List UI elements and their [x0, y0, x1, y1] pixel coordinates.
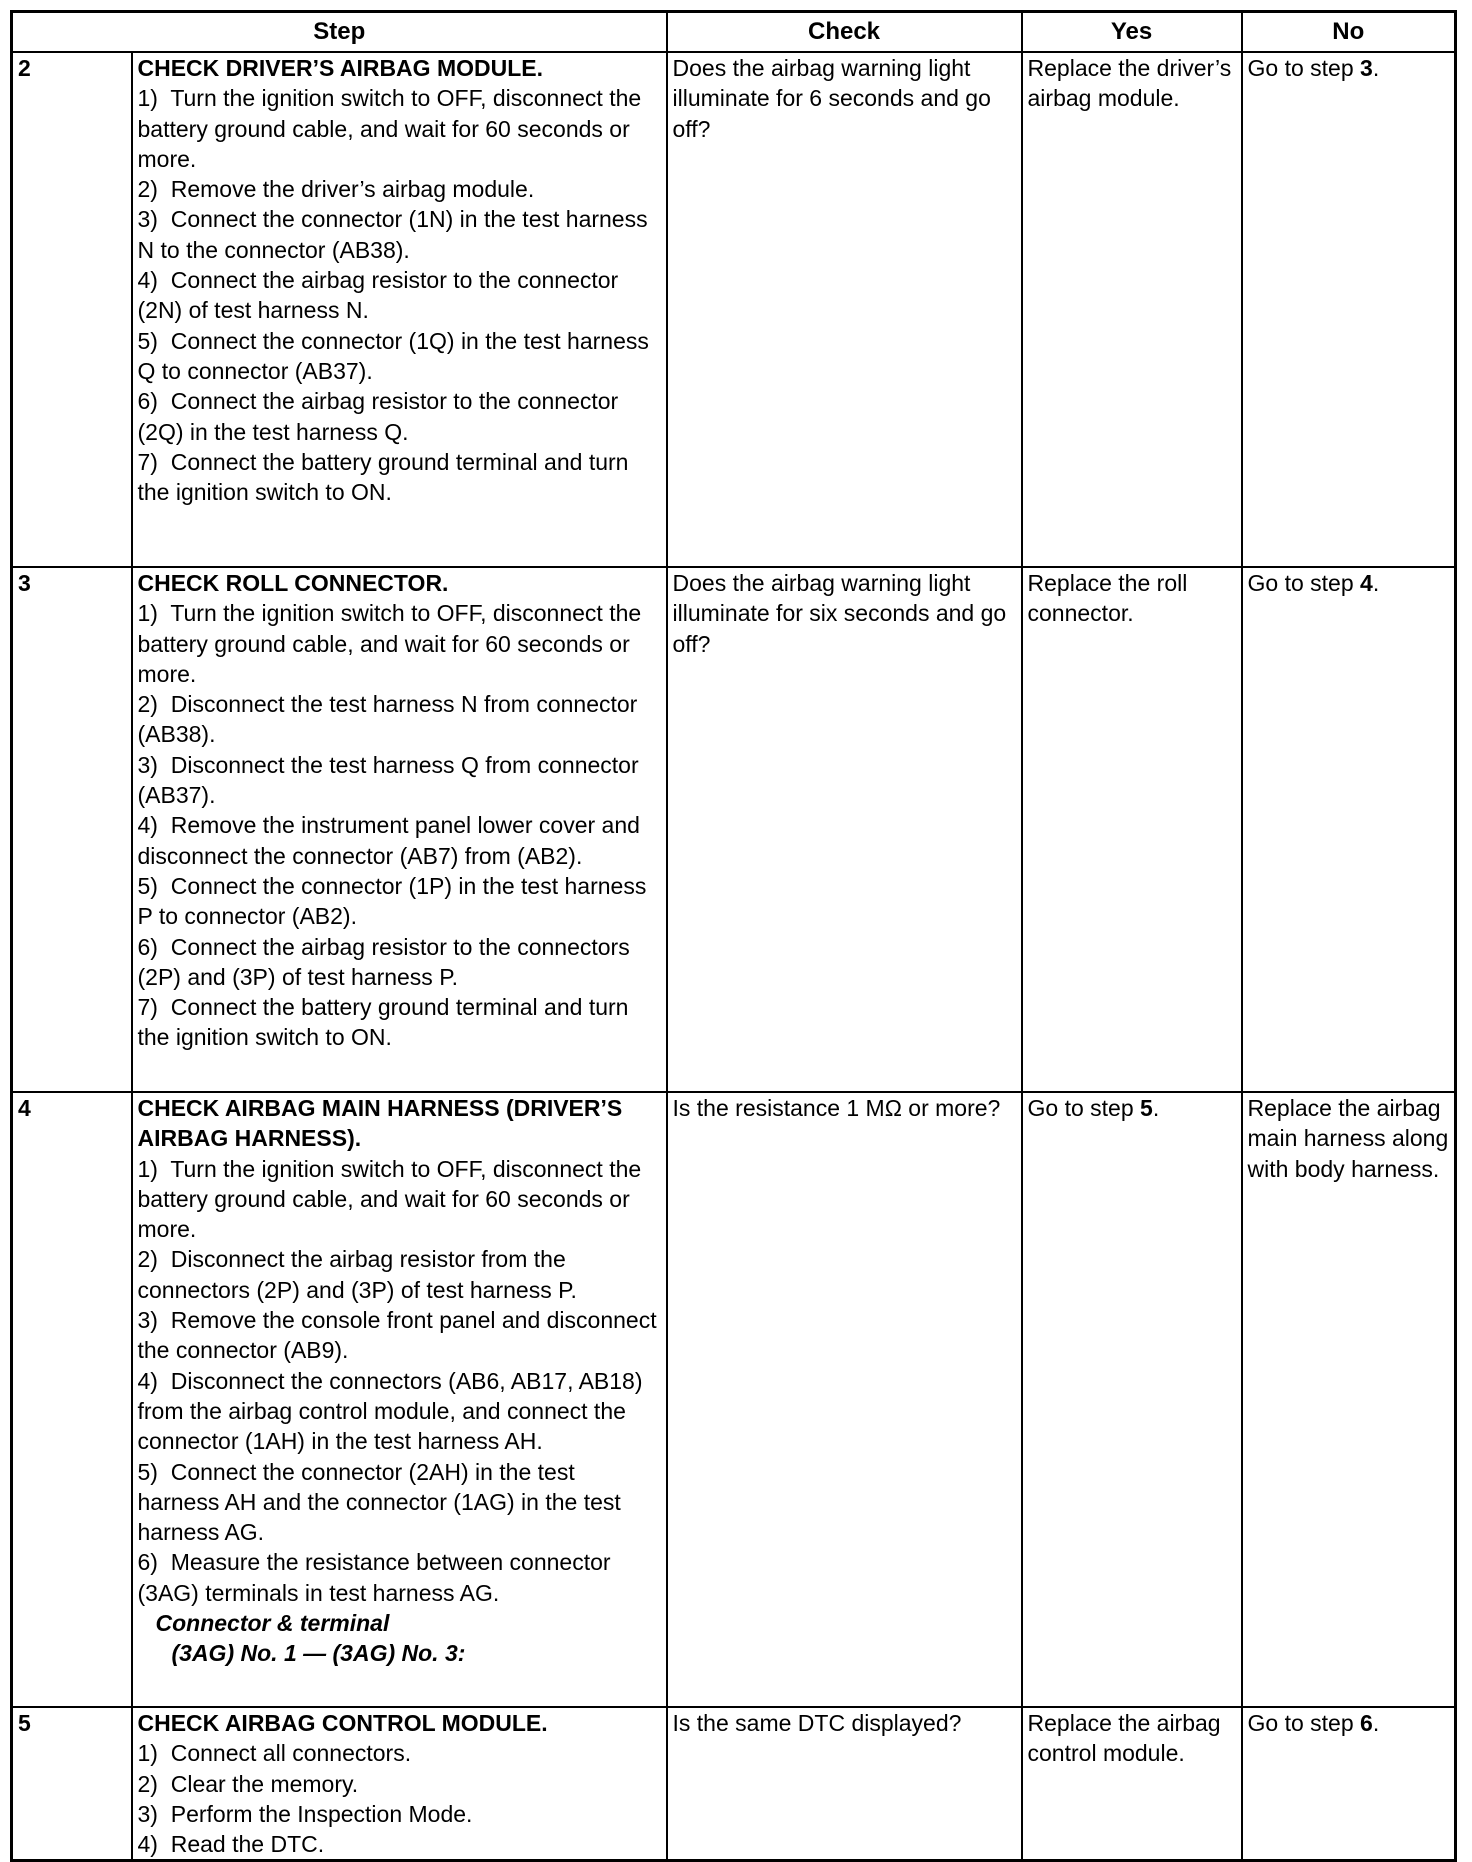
check-question: Does the airbag warning light illuminate for six seconds and go off? — [667, 567, 1022, 1092]
yes-action — [1022, 1092, 1242, 1707]
step-instruction: 1) Turn the ignition switch to OFF, disconnect the battery ground cable, and wait for 60 seconds or more. — [137, 85, 648, 172]
no-action-suffix: . — [1372, 1710, 1380, 1736]
header-yes: Yes — [1022, 12, 1242, 53]
step-description — [132, 567, 667, 1092]
step-number: 4 — [12, 1092, 132, 1707]
step-instruction: 4) Connect the airbag resistor to the connector (2N) of test harness N. — [137, 267, 625, 324]
step-number: 3 — [12, 567, 132, 1092]
step-description — [132, 1707, 667, 1861]
table-row — [12, 52, 1456, 567]
yes-action-text: Go to step — [1027, 1095, 1141, 1121]
table-row — [12, 1092, 1456, 1707]
step-instruction: 4) Disconnect the connectors (AB6, AB17, AB18) from the airbag control module, and connect the connector (1AH) in the test harness AH. — [137, 1367, 649, 1455]
table-row — [12, 1707, 1456, 1861]
header-row — [12, 12, 1456, 53]
check-question: Is the same DTC displayed? — [667, 1707, 1022, 1861]
no-action-suffix: . — [1372, 55, 1380, 81]
step-instruction: 6) Connect the airbag resistor to the connector (2Q) in the test harness Q. — [137, 388, 625, 445]
note-value: (3AG) No. 1 — (3AG) No. 3: — [171, 1640, 466, 1667]
step-instruction: 6) Measure the resistance between connector (3AG) terminals in test harness AG. — [137, 1549, 617, 1606]
yes-action: Replace the airbag control module. — [1022, 1707, 1242, 1861]
table-row — [12, 567, 1456, 1092]
step-title: CHECK AIRBAG CONTROL MODULE. — [137, 1710, 548, 1736]
no-action — [1242, 1707, 1456, 1861]
step-title: CHECK DRIVER’S AIRBAG MODULE. — [137, 55, 543, 81]
step-instruction: 2) Disconnect the test harness N from connector (AB38). — [137, 691, 644, 748]
no-action-text: Go to step — [1247, 55, 1361, 81]
step-instruction: 3) Connect the connector (1N) in the test harness N to the connector (AB38). — [137, 206, 654, 263]
step-description — [132, 52, 667, 567]
step-instruction: 3) Perform the Inspection Mode. — [137, 1800, 473, 1827]
step-instruction: 5) Connect the connector (2AH) in the test harness AH and the connector (1AG) in the test harness AG. — [137, 1458, 628, 1546]
no-action-suffix: . — [1372, 570, 1380, 596]
header-check: Check — [667, 12, 1022, 53]
check-question: Does the airbag warning light illuminate for 6 seconds and go off? — [667, 52, 1022, 567]
yes-action-suffix: . — [1152, 1095, 1160, 1121]
step-reference: 4 — [1360, 570, 1373, 596]
step-instruction: 6) Connect the airbag resistor to the connectors (2P) and (3P) of test harness P. — [137, 933, 637, 990]
step-instruction: 3) Remove the console front panel and disconnect the connector (AB9). — [137, 1307, 663, 1364]
step-instruction: 5) Connect the connector (1P) in the test harness P to connector (AB2). — [137, 872, 653, 930]
step-reference: 6 — [1360, 1710, 1373, 1736]
step-instruction: 1) Turn the ignition switch to OFF, disconnect the battery ground cable, and wait for 60 seconds or more. — [137, 600, 648, 687]
no-action — [1242, 52, 1456, 567]
step-number: 5 — [12, 1707, 132, 1861]
step-instruction: 1) Connect all connectors. — [137, 1740, 412, 1767]
step-instruction: 2) Remove the driver’s airbag module. — [137, 176, 535, 203]
no-action — [1242, 567, 1456, 1092]
no-action-text: Go to step — [1247, 1710, 1361, 1736]
no-action: Replace the airbag main harness along with body harness. — [1242, 1092, 1456, 1707]
diagnostic-table — [10, 10, 1457, 1862]
step-instruction: 4) Remove the instrument panel lower cover and disconnect the connector (AB7) from (AB2). — [137, 812, 647, 869]
yes-action: Replace the driver’s airbag module. — [1022, 52, 1242, 567]
step-reference: 3 — [1360, 55, 1373, 81]
yes-action: Replace the roll connector. — [1022, 567, 1242, 1092]
step-title: CHECK ROLL CONNECTOR. — [137, 570, 449, 596]
step-instruction: 2) Clear the memory. — [137, 1770, 359, 1797]
header-step: Step — [12, 12, 667, 53]
step-instruction: 3) Disconnect the test harness Q from connector (AB37). — [137, 751, 646, 809]
check-question: Is the resistance 1 MΩ or more? — [667, 1092, 1022, 1707]
step-instruction: 1) Turn the ignition switch to OFF, disconnect the battery ground cable, and wait for 60 seconds or more. — [137, 1155, 648, 1243]
step-number: 2 — [12, 52, 132, 567]
step-instruction: 4) Read the DTC. — [137, 1831, 325, 1858]
step-instruction: 7) Connect the battery ground terminal and turn the ignition switch to ON. — [137, 994, 635, 1051]
no-action-text: Go to step — [1247, 570, 1361, 596]
step-instruction: 7) Connect the battery ground terminal and turn the ignition switch to ON. — [137, 448, 635, 506]
step-reference: 5 — [1140, 1095, 1153, 1121]
note-label: Connector & terminal — [155, 1610, 390, 1637]
header-no: No — [1242, 12, 1456, 53]
step-instruction: 2) Disconnect the airbag resistor from the connectors (2P) and (3P) of test harness P. — [137, 1246, 577, 1303]
step-description — [132, 1092, 667, 1707]
step-title: CHECK AIRBAG MAIN HARNESS (DRIVER’S AIRBAG HARNESS). — [137, 1095, 623, 1152]
step-instruction: 5) Connect the connector (1Q) in the test harness Q to connector (AB37). — [137, 327, 656, 384]
